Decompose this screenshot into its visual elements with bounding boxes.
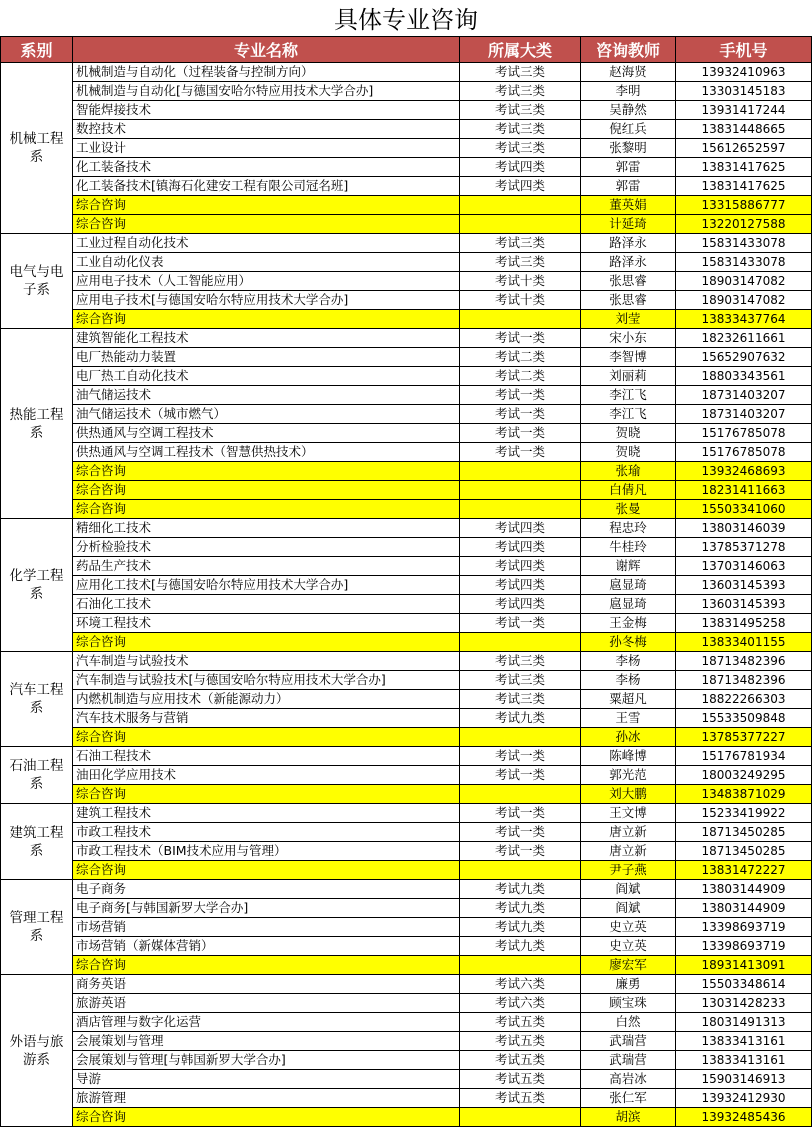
phone-cell: 13315886777 [676,196,812,215]
phone-cell: 15176785078 [676,443,812,462]
table-row [1,82,812,101]
table-row [1,595,812,614]
table-row [1,918,812,937]
phone-cell: 18232611661 [676,329,812,348]
consult-row [1,956,812,975]
major-name-cell: 综合咨询 [73,861,460,880]
table-row [1,1089,812,1108]
major-name-cell: 市政工程技术 [73,823,460,842]
category-cell: 考试三类 [460,101,581,120]
phone-cell: 18713482396 [676,671,812,690]
category-cell: 考试五类 [460,1051,581,1070]
phone-cell: 13703146063 [676,557,812,576]
major-name-cell: 石油化工技术 [73,595,460,614]
phone-cell: 13833413161 [676,1051,812,1070]
table-row [1,766,812,785]
consult-row [1,785,812,804]
teacher-cell: 张黎明 [581,139,676,158]
table-row [1,538,812,557]
phone-cell: 18713450285 [676,842,812,861]
phone-cell: 13932410963 [676,63,812,82]
major-name-cell: 导游 [73,1070,460,1089]
major-name-cell: 油气储运技术（城市燃气） [73,405,460,424]
phone-cell: 18031491313 [676,1013,812,1032]
consultation-table [0,36,812,1127]
table-row [1,424,812,443]
phone-cell: 13398693719 [676,937,812,956]
major-name-cell: 综合咨询 [73,633,460,652]
phone-cell: 13831495258 [676,614,812,633]
category-cell [460,861,581,880]
category-cell: 考试九类 [460,709,581,728]
table-row [1,975,812,994]
consult-row [1,310,812,329]
category-cell: 考试四类 [460,595,581,614]
major-name-cell: 电厂热工自动化技术 [73,367,460,386]
phone-cell: 13833437764 [676,310,812,329]
major-name-cell: 电子商务[与韩国新罗大学合办] [73,899,460,918]
table-row [1,842,812,861]
teacher-cell: 郭雷 [581,158,676,177]
category-cell: 考试四类 [460,177,581,196]
category-cell: 考试十类 [460,291,581,310]
major-name-cell: 市场营销（新媒体营销） [73,937,460,956]
teacher-cell: 粟超凡 [581,690,676,709]
consult-row [1,500,812,519]
teacher-cell: 张思睿 [581,272,676,291]
teacher-cell: 高岩冰 [581,1070,676,1089]
teacher-cell: 张思睿 [581,291,676,310]
category-cell: 考试四类 [460,576,581,595]
phone-cell: 13603145393 [676,576,812,595]
category-cell: 考试一类 [460,804,581,823]
category-cell: 考试四类 [460,158,581,177]
phone-cell: 13303145183 [676,82,812,101]
phone-cell: 15903146913 [676,1070,812,1089]
teacher-cell: 顾宝珠 [581,994,676,1013]
table-row [1,1032,812,1051]
major-name-cell: 综合咨询 [73,481,460,500]
teacher-cell: 李明 [581,82,676,101]
major-name-cell: 商务英语 [73,975,460,994]
table-row [1,1013,812,1032]
category-cell: 考试四类 [460,538,581,557]
table-row [1,576,812,595]
phone-cell: 13932468693 [676,462,812,481]
table-row [1,405,812,424]
table-row [1,158,812,177]
phone-cell: 13803144909 [676,880,812,899]
table-row [1,120,812,139]
category-cell: 考试四类 [460,519,581,538]
major-name-cell: 电子商务 [73,880,460,899]
major-name-cell: 市政工程技术（BIM技术应用与管理） [73,842,460,861]
table-row [1,272,812,291]
major-name-cell: 化工装备技术[镇海石化建安工程有限公司冠名班] [73,177,460,196]
table-row [1,329,812,348]
table-row [1,253,812,272]
major-name-cell: 应用电子技术（人工智能应用） [73,272,460,291]
teacher-cell: 胡滨 [581,1108,676,1127]
page-title: 具体专业咨询 [334,6,478,34]
major-name-cell: 汽车技术服务与营销 [73,709,460,728]
major-name-cell: 应用电子技术[与德国安哈尔特应用技术大学合办] [73,291,460,310]
table-row [1,348,812,367]
phone-cell: 13931417244 [676,101,812,120]
major-name-cell: 酒店管理与数字化运营 [73,1013,460,1032]
table-row [1,823,812,842]
phone-cell: 15831433078 [676,234,812,253]
major-name-cell: 化工装备技术 [73,158,460,177]
teacher-cell: 路泽永 [581,234,676,253]
table-row [1,101,812,120]
phone-cell: 13831417625 [676,158,812,177]
phone-cell: 15176781934 [676,747,812,766]
category-cell: 考试一类 [460,747,581,766]
teacher-cell: 王金梅 [581,614,676,633]
teacher-cell: 牛桂玲 [581,538,676,557]
major-name-cell: 建筑工程技术 [73,804,460,823]
major-name-cell: 供热通风与空调工程技术 [73,424,460,443]
teacher-cell: 廖宏军 [581,956,676,975]
dept-name-cell: 热能工程系 [1,329,73,519]
phone-cell: 13398693719 [676,918,812,937]
category-cell: 考试三类 [460,139,581,158]
phone-cell: 13831448665 [676,120,812,139]
major-name-cell: 建筑智能化工程技术 [73,329,460,348]
table-row [1,614,812,633]
major-name-cell: 综合咨询 [73,785,460,804]
category-cell: 考试一类 [460,842,581,861]
major-name-cell: 电厂热能动力装置 [73,348,460,367]
table-row [1,690,812,709]
dept-name-cell: 外语与旅游系 [1,975,73,1127]
teacher-cell: 倪红兵 [581,120,676,139]
teacher-cell: 张瑜 [581,462,676,481]
category-cell: 考试九类 [460,899,581,918]
teacher-cell: 张仁军 [581,1089,676,1108]
table-row [1,386,812,405]
major-name-cell: 智能焊接技术 [73,101,460,120]
phone-cell: 18931413091 [676,956,812,975]
phone-cell: 18003249295 [676,766,812,785]
category-cell: 考试五类 [460,1070,581,1089]
teacher-cell: 谢辉 [581,557,676,576]
table-row [1,1070,812,1089]
teacher-cell: 孙冬梅 [581,633,676,652]
table-row [1,1051,812,1070]
major-name-cell: 旅游管理 [73,1089,460,1108]
header-category: 所属大类 [460,37,581,63]
teacher-cell: 计延琦 [581,215,676,234]
major-name-cell: 综合咨询 [73,196,460,215]
category-cell [460,785,581,804]
category-cell: 考试三类 [460,63,581,82]
category-cell [460,481,581,500]
phone-cell: 13803146039 [676,519,812,538]
phone-cell: 13831417625 [676,177,812,196]
category-cell: 考试一类 [460,443,581,462]
header-row [1,37,812,63]
consult-row [1,481,812,500]
table-body [1,63,812,1127]
major-name-cell: 石油工程技术 [73,747,460,766]
category-cell [460,215,581,234]
category-cell: 考试三类 [460,671,581,690]
phone-cell: 13932485436 [676,1108,812,1127]
category-cell [460,728,581,747]
teacher-cell: 阎斌 [581,899,676,918]
category-cell: 考试九类 [460,937,581,956]
phone-cell: 13785377227 [676,728,812,747]
teacher-cell: 武瑞营 [581,1032,676,1051]
phone-cell: 18822266303 [676,690,812,709]
phone-cell: 15533509848 [676,709,812,728]
phone-cell: 15831433078 [676,253,812,272]
consult-row [1,633,812,652]
major-name-cell: 汽车制造与试验技术 [73,652,460,671]
phone-cell: 13831472227 [676,861,812,880]
table-row [1,557,812,576]
teacher-cell: 白倩凡 [581,481,676,500]
major-name-cell: 工业过程自动化技术 [73,234,460,253]
teacher-cell: 吴静然 [581,101,676,120]
major-name-cell: 综合咨询 [73,310,460,329]
table-row [1,937,812,956]
phone-cell: 18803343561 [676,367,812,386]
phone-cell: 15652907632 [676,348,812,367]
major-name-cell: 内燃机制造与应用技术（新能源动力） [73,690,460,709]
category-cell: 考试三类 [460,234,581,253]
table-row [1,899,812,918]
category-cell [460,462,581,481]
category-cell: 考试九类 [460,880,581,899]
phone-cell: 15612652597 [676,139,812,158]
category-cell: 考试三类 [460,690,581,709]
major-name-cell: 机械制造与自动化[与德国安哈尔特应用技术大学合办] [73,82,460,101]
major-name-cell: 综合咨询 [73,462,460,481]
teacher-cell: 武瑞营 [581,1051,676,1070]
header-major-name: 专业名称 [73,37,460,63]
teacher-cell: 程忠玲 [581,519,676,538]
category-cell [460,196,581,215]
category-cell: 考试三类 [460,652,581,671]
category-cell: 考试一类 [460,405,581,424]
teacher-cell: 刘丽莉 [581,367,676,386]
category-cell: 考试五类 [460,1089,581,1108]
category-cell: 考试一类 [460,424,581,443]
category-cell: 考试五类 [460,1032,581,1051]
teacher-cell: 王文博 [581,804,676,823]
major-name-cell: 油气储运技术 [73,386,460,405]
phone-cell: 13833413161 [676,1032,812,1051]
category-cell: 考试一类 [460,614,581,633]
major-name-cell: 会展策划与管理 [73,1032,460,1051]
category-cell: 考试一类 [460,386,581,405]
teacher-cell: 路泽永 [581,253,676,272]
dept-name-cell: 电气与电子系 [1,234,73,329]
major-name-cell: 工业设计 [73,139,460,158]
category-cell: 考试一类 [460,823,581,842]
phone-cell: 15503348614 [676,975,812,994]
table-row [1,443,812,462]
table-row [1,519,812,538]
category-cell: 考试一类 [460,766,581,785]
teacher-cell: 尹子燕 [581,861,676,880]
dept-name-cell: 建筑工程系 [1,804,73,880]
phone-cell: 18231411663 [676,481,812,500]
teacher-cell: 廉勇 [581,975,676,994]
teacher-cell: 史立英 [581,937,676,956]
table-row [1,367,812,386]
category-cell: 考试三类 [460,253,581,272]
teacher-cell: 史立英 [581,918,676,937]
teacher-cell: 王雪 [581,709,676,728]
table-row [1,709,812,728]
phone-cell: 13483871029 [676,785,812,804]
teacher-cell: 郭光范 [581,766,676,785]
teacher-cell: 扈显琦 [581,576,676,595]
major-name-cell: 应用化工技术[与德国安哈尔特应用技术大学合办] [73,576,460,595]
phone-cell: 13603145393 [676,595,812,614]
teacher-cell: 李智博 [581,348,676,367]
major-name-cell: 综合咨询 [73,500,460,519]
major-name-cell: 精细化工技术 [73,519,460,538]
consult-row [1,215,812,234]
category-cell: 考试五类 [460,1013,581,1032]
category-cell: 考试六类 [460,975,581,994]
table-row [1,63,812,82]
major-name-cell: 会展策划与管理[与韩国新罗大学合办] [73,1051,460,1070]
consult-row [1,861,812,880]
major-name-cell: 药品生产技术 [73,557,460,576]
category-cell: 考试三类 [460,82,581,101]
phone-cell: 13031428233 [676,994,812,1013]
major-name-cell: 供热通风与空调工程技术（智慧供热技术） [73,443,460,462]
consult-row [1,1108,812,1127]
teacher-cell: 郭雷 [581,177,676,196]
table-row [1,747,812,766]
teacher-cell: 唐立新 [581,823,676,842]
table-row [1,177,812,196]
major-name-cell: 综合咨询 [73,728,460,747]
teacher-cell: 刘莹 [581,310,676,329]
major-name-cell: 综合咨询 [73,215,460,234]
dept-name-cell: 石油工程系 [1,747,73,804]
major-name-cell: 市场营销 [73,918,460,937]
header-phone: 手机号 [676,37,812,63]
dept-name-cell: 化学工程系 [1,519,73,652]
table-row [1,671,812,690]
teacher-cell: 唐立新 [581,842,676,861]
major-name-cell: 旅游英语 [73,994,460,1013]
category-cell: 考试九类 [460,918,581,937]
major-name-cell: 综合咨询 [73,1108,460,1127]
teacher-cell: 贺晓 [581,424,676,443]
phone-cell: 13833401155 [676,633,812,652]
phone-cell: 18731403207 [676,405,812,424]
teacher-cell: 李江飞 [581,386,676,405]
teacher-cell: 阎斌 [581,880,676,899]
phone-cell: 15503341060 [676,500,812,519]
major-name-cell: 油田化学应用技术 [73,766,460,785]
teacher-cell: 刘大鹏 [581,785,676,804]
major-name-cell: 综合咨询 [73,956,460,975]
phone-cell: 15233419922 [676,804,812,823]
teacher-cell: 扈显琦 [581,595,676,614]
teacher-cell: 赵海贤 [581,63,676,82]
category-cell [460,500,581,519]
phone-cell: 18713450285 [676,823,812,842]
teacher-cell: 宋小东 [581,329,676,348]
dept-name-cell: 机械工程系 [1,63,73,234]
category-cell [460,310,581,329]
category-cell: 考试一类 [460,329,581,348]
category-cell [460,1108,581,1127]
header-teacher: 咨询教师 [581,37,676,63]
phone-cell: 13785371278 [676,538,812,557]
phone-cell: 18731403207 [676,386,812,405]
table-row [1,652,812,671]
phone-cell: 13803144909 [676,899,812,918]
category-cell: 考试十类 [460,272,581,291]
teacher-cell: 李江飞 [581,405,676,424]
teacher-cell: 李杨 [581,671,676,690]
table-row [1,291,812,310]
major-name-cell: 汽车制造与试验技术[与德国安哈尔特应用技术大学合办] [73,671,460,690]
category-cell [460,633,581,652]
table-row [1,139,812,158]
teacher-cell: 贺晓 [581,443,676,462]
phone-cell: 18903147082 [676,272,812,291]
category-cell: 考试四类 [460,557,581,576]
major-name-cell: 分析检验技术 [73,538,460,557]
category-cell: 考试二类 [460,348,581,367]
dept-name-cell: 管理工程系 [1,880,73,975]
major-name-cell: 数控技术 [73,120,460,139]
consult-row [1,728,812,747]
category-cell: 考试三类 [460,120,581,139]
category-cell [460,956,581,975]
phone-cell: 18903147082 [676,291,812,310]
table-row [1,234,812,253]
major-name-cell: 环境工程技术 [73,614,460,633]
teacher-cell: 孙冰 [581,728,676,747]
teacher-cell: 董英娟 [581,196,676,215]
consult-row [1,196,812,215]
major-name-cell: 工业自动化仪表 [73,253,460,272]
header-dept: 系别 [1,37,73,63]
category-cell: 考试六类 [460,994,581,1013]
teacher-cell: 白然 [581,1013,676,1032]
phone-cell: 13220127588 [676,215,812,234]
teacher-cell: 李杨 [581,652,676,671]
table-row [1,994,812,1013]
table-row [1,804,812,823]
phone-cell: 18713482396 [676,652,812,671]
category-cell: 考试二类 [460,367,581,386]
phone-cell: 15176785078 [676,424,812,443]
dept-name-cell: 汽车工程系 [1,652,73,747]
consult-row [1,462,812,481]
teacher-cell: 陈峰博 [581,747,676,766]
major-name-cell: 机械制造与自动化（过程装备与控制方向） [73,63,460,82]
teacher-cell: 张曼 [581,500,676,519]
table-row [1,880,812,899]
phone-cell: 13932412930 [676,1089,812,1108]
